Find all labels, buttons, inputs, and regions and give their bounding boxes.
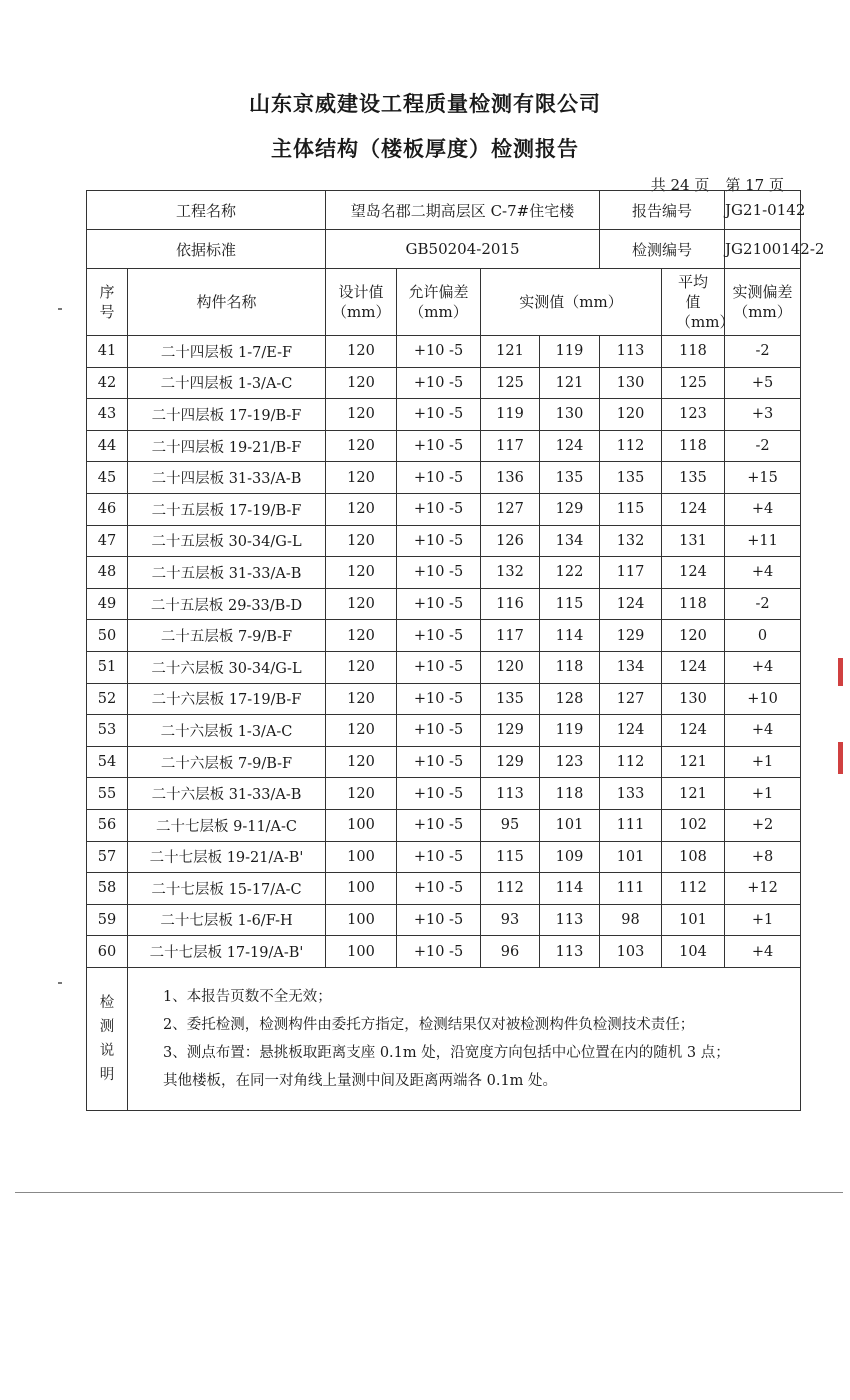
row-measured-3: 112 — [600, 746, 662, 778]
table-row — [87, 367, 801, 399]
row-seq: 42 — [87, 367, 128, 399]
row-seq: 52 — [87, 683, 128, 715]
row-design-value: 120 — [326, 557, 397, 589]
note-line-2: 2、委托检测，检测构件由委托方指定，检测结果仅对被检测构件负检测技术责任； — [163, 1016, 695, 1033]
row-measured-3: 133 — [600, 778, 662, 810]
current-page: 第 17 页 — [725, 176, 784, 194]
col-header-name: 构件名称 — [128, 269, 326, 336]
project-value: 望岛名郡二期高层区 C-7#住宅楼 — [326, 191, 600, 230]
row-deviation: -2 — [725, 430, 801, 462]
row-measured-3: 130 — [600, 367, 662, 399]
row-design-value: 120 — [326, 651, 397, 683]
row-tolerance: +10 -5 — [397, 683, 481, 715]
row-design-value: 120 — [326, 430, 397, 462]
row-tolerance: +10 -5 — [397, 936, 481, 968]
info-row-standard — [87, 230, 801, 269]
table-row — [87, 873, 801, 905]
col-header-average: 平均值（mm） — [662, 269, 725, 336]
row-measured-1: 121 — [481, 336, 540, 368]
test-no-value: JG2100142-2 — [725, 230, 801, 269]
row-tolerance: +10 -5 — [397, 525, 481, 557]
row-average: 118 — [662, 430, 725, 462]
edge-stamp-mark-1 — [838, 658, 843, 686]
row-measured-3: 111 — [600, 809, 662, 841]
row-seq: 50 — [87, 620, 128, 652]
edge-stamp-mark-2 — [838, 742, 843, 774]
row-component-name: 二十五层板 30-34/G-L — [128, 525, 326, 557]
row-average: 118 — [662, 588, 725, 620]
row-tolerance: +10 -5 — [397, 746, 481, 778]
row-design-value: 120 — [326, 399, 397, 431]
row-deviation: 0 — [725, 620, 801, 652]
row-average: 124 — [662, 557, 725, 589]
standard-value: GB50204-2015 — [326, 230, 600, 269]
test-no-label: 检测编号 — [600, 230, 725, 269]
row-design-value: 120 — [326, 588, 397, 620]
row-average: 130 — [662, 683, 725, 715]
row-component-name: 二十七层板 17-19/A-B' — [128, 936, 326, 968]
row-measured-1: 96 — [481, 936, 540, 968]
report-title: 主体结构（楼板厚度）检测报告 — [271, 136, 579, 161]
row-design-value: 120 — [326, 746, 397, 778]
row-seq: 57 — [87, 841, 128, 873]
row-seq: 49 — [87, 588, 128, 620]
row-measured-2: 123 — [540, 746, 600, 778]
row-tolerance: +10 -5 — [397, 841, 481, 873]
table-row — [87, 430, 801, 462]
row-design-value: 120 — [326, 715, 397, 747]
row-component-name: 二十五层板 7-9/B-F — [128, 620, 326, 652]
row-component-name: 二十四层板 1-7/E-F — [128, 336, 326, 368]
row-measured-1: 117 — [481, 430, 540, 462]
row-tolerance: +10 -5 — [397, 367, 481, 399]
row-average: 135 — [662, 462, 725, 494]
row-design-value: 120 — [326, 462, 397, 494]
row-seq: 44 — [87, 430, 128, 462]
row-deviation: +4 — [725, 651, 801, 683]
row-measured-2: 122 — [540, 557, 600, 589]
row-measured-3: 135 — [600, 462, 662, 494]
row-average: 124 — [662, 651, 725, 683]
row-component-name: 二十五层板 29-33/B-D — [128, 588, 326, 620]
row-measured-3: 117 — [600, 557, 662, 589]
table-row — [87, 336, 801, 368]
total-pages: 共 24 页 — [650, 176, 710, 194]
row-measured-1: 112 — [481, 873, 540, 905]
margin-tick-bottom — [58, 982, 62, 984]
bottom-rule — [15, 1192, 843, 1193]
row-seq: 54 — [87, 746, 128, 778]
table-row — [87, 588, 801, 620]
row-measured-2: 115 — [540, 588, 600, 620]
row-component-name: 二十六层板 30-34/G-L — [128, 651, 326, 683]
row-measured-2: 118 — [540, 778, 600, 810]
row-seq: 45 — [87, 462, 128, 494]
row-tolerance: +10 -5 — [397, 651, 481, 683]
col-header-measured: 实测值（mm） — [481, 269, 662, 336]
row-measured-2: 130 — [540, 399, 600, 431]
row-deviation: +1 — [725, 904, 801, 936]
row-tolerance: +10 -5 — [397, 620, 481, 652]
row-measured-1: 117 — [481, 620, 540, 652]
row-measured-3: 112 — [600, 430, 662, 462]
row-measured-3: 124 — [600, 588, 662, 620]
row-tolerance: +10 -5 — [397, 873, 481, 905]
row-measured-2: 121 — [540, 367, 600, 399]
data-rows — [87, 336, 801, 968]
row-deviation: +4 — [725, 557, 801, 589]
col-header-seq: 序号 — [87, 269, 128, 336]
report-no-value: JG21-0142 — [725, 191, 801, 230]
table-row — [87, 778, 801, 810]
row-component-name: 二十四层板 17-19/B-F — [128, 399, 326, 431]
standard-label: 依据标准 — [87, 230, 326, 269]
row-measured-1: 120 — [481, 651, 540, 683]
row-deviation: +3 — [725, 399, 801, 431]
row-measured-2: 128 — [540, 683, 600, 715]
row-component-name: 二十六层板 31-33/A-B — [128, 778, 326, 810]
row-seq: 60 — [87, 936, 128, 968]
row-seq: 43 — [87, 399, 128, 431]
notes-label: 检测说明 — [87, 967, 128, 1110]
row-measured-1: 95 — [481, 809, 540, 841]
row-seq: 53 — [87, 715, 128, 747]
row-tolerance: +10 -5 — [397, 588, 481, 620]
row-tolerance: +10 -5 — [397, 493, 481, 525]
row-tolerance: +10 -5 — [397, 399, 481, 431]
row-measured-2: 124 — [540, 430, 600, 462]
row-measured-3: 132 — [600, 525, 662, 557]
row-measured-3: 120 — [600, 399, 662, 431]
row-measured-1: 93 — [481, 904, 540, 936]
column-header-row — [87, 269, 801, 336]
row-measured-1: 115 — [481, 841, 540, 873]
row-average: 124 — [662, 493, 725, 525]
row-deviation: +4 — [725, 715, 801, 747]
row-deviation: +10 — [725, 683, 801, 715]
row-measured-2: 109 — [540, 841, 600, 873]
row-average: 121 — [662, 746, 725, 778]
note-line-4: 其他楼板，在同一对角线上量测中间及距离两端各 0.1m 处。 — [163, 1072, 558, 1089]
row-deviation: -2 — [725, 336, 801, 368]
company-name: 山东京威建设工程质量检测有限公司 — [249, 91, 601, 116]
row-deviation: +8 — [725, 841, 801, 873]
table-row — [87, 715, 801, 747]
row-average: 112 — [662, 873, 725, 905]
row-measured-2: 119 — [540, 715, 600, 747]
row-measured-2: 114 — [540, 620, 600, 652]
row-measured-3: 101 — [600, 841, 662, 873]
row-measured-2: 129 — [540, 493, 600, 525]
row-deviation: -2 — [725, 588, 801, 620]
row-design-value: 120 — [326, 620, 397, 652]
col-header-deviation: 实测偏差（mm） — [725, 269, 801, 336]
row-design-value: 100 — [326, 904, 397, 936]
row-measured-1: 129 — [481, 715, 540, 747]
row-measured-2: 118 — [540, 651, 600, 683]
row-measured-1: 135 — [481, 683, 540, 715]
row-measured-1: 136 — [481, 462, 540, 494]
row-measured-1: 127 — [481, 493, 540, 525]
note-line-1: 1、本报告页数不全无效； — [163, 988, 332, 1005]
row-component-name: 二十七层板 19-21/A-B' — [128, 841, 326, 873]
table-row — [87, 746, 801, 778]
row-measured-1: 116 — [481, 588, 540, 620]
row-seq: 56 — [87, 809, 128, 841]
table-row — [87, 620, 801, 652]
row-measured-3: 127 — [600, 683, 662, 715]
row-deviation: +5 — [725, 367, 801, 399]
report-table — [86, 190, 825, 1111]
row-seq: 48 — [87, 557, 128, 589]
row-seq: 58 — [87, 873, 128, 905]
info-row-project — [87, 191, 801, 230]
row-deviation: +4 — [725, 493, 801, 525]
row-average: 125 — [662, 367, 725, 399]
row-design-value: 100 — [326, 936, 397, 968]
row-measured-1: 125 — [481, 367, 540, 399]
table-row — [87, 557, 801, 589]
row-tolerance: +10 -5 — [397, 430, 481, 462]
row-design-value: 120 — [326, 778, 397, 810]
row-measured-1: 119 — [481, 399, 540, 431]
row-measured-2: 119 — [540, 336, 600, 368]
note-line-3: 3、测点布置：悬挑板取距离支座 0.1m 处，沿宽度方向包括中心位置在内的随机 3 点； — [163, 1044, 730, 1061]
row-seq: 59 — [87, 904, 128, 936]
row-tolerance: +10 -5 — [397, 715, 481, 747]
row-component-name: 二十六层板 1-3/A-C — [128, 715, 326, 747]
row-deviation: +1 — [725, 778, 801, 810]
row-measured-1: 126 — [481, 525, 540, 557]
row-measured-3: 129 — [600, 620, 662, 652]
row-tolerance: +10 -5 — [397, 809, 481, 841]
row-average: 108 — [662, 841, 725, 873]
row-average: 123 — [662, 399, 725, 431]
row-average: 120 — [662, 620, 725, 652]
row-tolerance: +10 -5 — [397, 336, 481, 368]
row-tolerance: +10 -5 — [397, 557, 481, 589]
table-row — [87, 399, 801, 431]
table-row — [87, 462, 801, 494]
row-component-name: 二十七层板 1-6/F-H — [128, 904, 326, 936]
row-measured-3: 111 — [600, 873, 662, 905]
row-measured-3: 134 — [600, 651, 662, 683]
row-component-name: 二十四层板 1-3/A-C — [128, 367, 326, 399]
row-measured-3: 115 — [600, 493, 662, 525]
table-row — [87, 904, 801, 936]
row-tolerance: +10 -5 — [397, 904, 481, 936]
row-design-value: 120 — [326, 367, 397, 399]
row-design-value: 120 — [326, 336, 397, 368]
row-design-value: 100 — [326, 809, 397, 841]
row-tolerance: +10 -5 — [397, 462, 481, 494]
row-seq: 51 — [87, 651, 128, 683]
row-design-value: 100 — [326, 841, 397, 873]
table-row — [87, 683, 801, 715]
row-measured-2: 101 — [540, 809, 600, 841]
table-row — [87, 493, 801, 525]
row-component-name: 二十四层板 31-33/A-B — [128, 462, 326, 494]
row-deviation: +1 — [725, 746, 801, 778]
table-row — [87, 651, 801, 683]
row-tolerance: +10 -5 — [397, 778, 481, 810]
row-measured-2: 114 — [540, 873, 600, 905]
row-design-value: 120 — [326, 525, 397, 557]
row-measured-3: 98 — [600, 904, 662, 936]
row-component-name: 二十七层板 15-17/A-C — [128, 873, 326, 905]
notes-content — [128, 967, 801, 1110]
row-design-value: 100 — [326, 873, 397, 905]
row-design-value: 120 — [326, 683, 397, 715]
col-header-design: 设计值（mm） — [326, 269, 397, 336]
row-seq: 55 — [87, 778, 128, 810]
table-row — [87, 809, 801, 841]
row-deviation: +15 — [725, 462, 801, 494]
row-component-name: 二十七层板 9-11/A-C — [128, 809, 326, 841]
table-row — [87, 936, 801, 968]
row-component-name: 二十六层板 17-19/B-F — [128, 683, 326, 715]
margin-tick-top — [58, 308, 62, 310]
row-average: 101 — [662, 904, 725, 936]
row-average: 118 — [662, 336, 725, 368]
row-component-name: 二十六层板 7-9/B-F — [128, 746, 326, 778]
row-deviation: +2 — [725, 809, 801, 841]
row-component-name: 二十五层板 17-19/B-F — [128, 493, 326, 525]
row-measured-2: 135 — [540, 462, 600, 494]
notes-row — [87, 967, 801, 1110]
col-header-tolerance: 允许偏差（mm） — [397, 269, 481, 336]
row-component-name: 二十五层板 31-33/A-B — [128, 557, 326, 589]
row-measured-3: 124 — [600, 715, 662, 747]
row-measured-1: 129 — [481, 746, 540, 778]
row-seq: 46 — [87, 493, 128, 525]
row-deviation: +11 — [725, 525, 801, 557]
row-average: 104 — [662, 936, 725, 968]
row-design-value: 120 — [326, 493, 397, 525]
row-measured-2: 134 — [540, 525, 600, 557]
row-component-name: 二十四层板 19-21/B-F — [128, 430, 326, 462]
row-measured-1: 132 — [481, 557, 540, 589]
row-measured-1: 113 — [481, 778, 540, 810]
table-row — [87, 525, 801, 557]
row-seq: 47 — [87, 525, 128, 557]
row-deviation: +4 — [725, 936, 801, 968]
row-average: 124 — [662, 715, 725, 747]
project-label: 工程名称 — [87, 191, 326, 230]
row-seq: 41 — [87, 336, 128, 368]
row-measured-3: 103 — [600, 936, 662, 968]
row-measured-2: 113 — [540, 904, 600, 936]
row-average: 102 — [662, 809, 725, 841]
row-measured-2: 113 — [540, 936, 600, 968]
row-measured-3: 113 — [600, 336, 662, 368]
report-no-label: 报告编号 — [600, 191, 725, 230]
row-average: 121 — [662, 778, 725, 810]
table-row — [87, 841, 801, 873]
row-deviation: +12 — [725, 873, 801, 905]
row-average: 131 — [662, 525, 725, 557]
